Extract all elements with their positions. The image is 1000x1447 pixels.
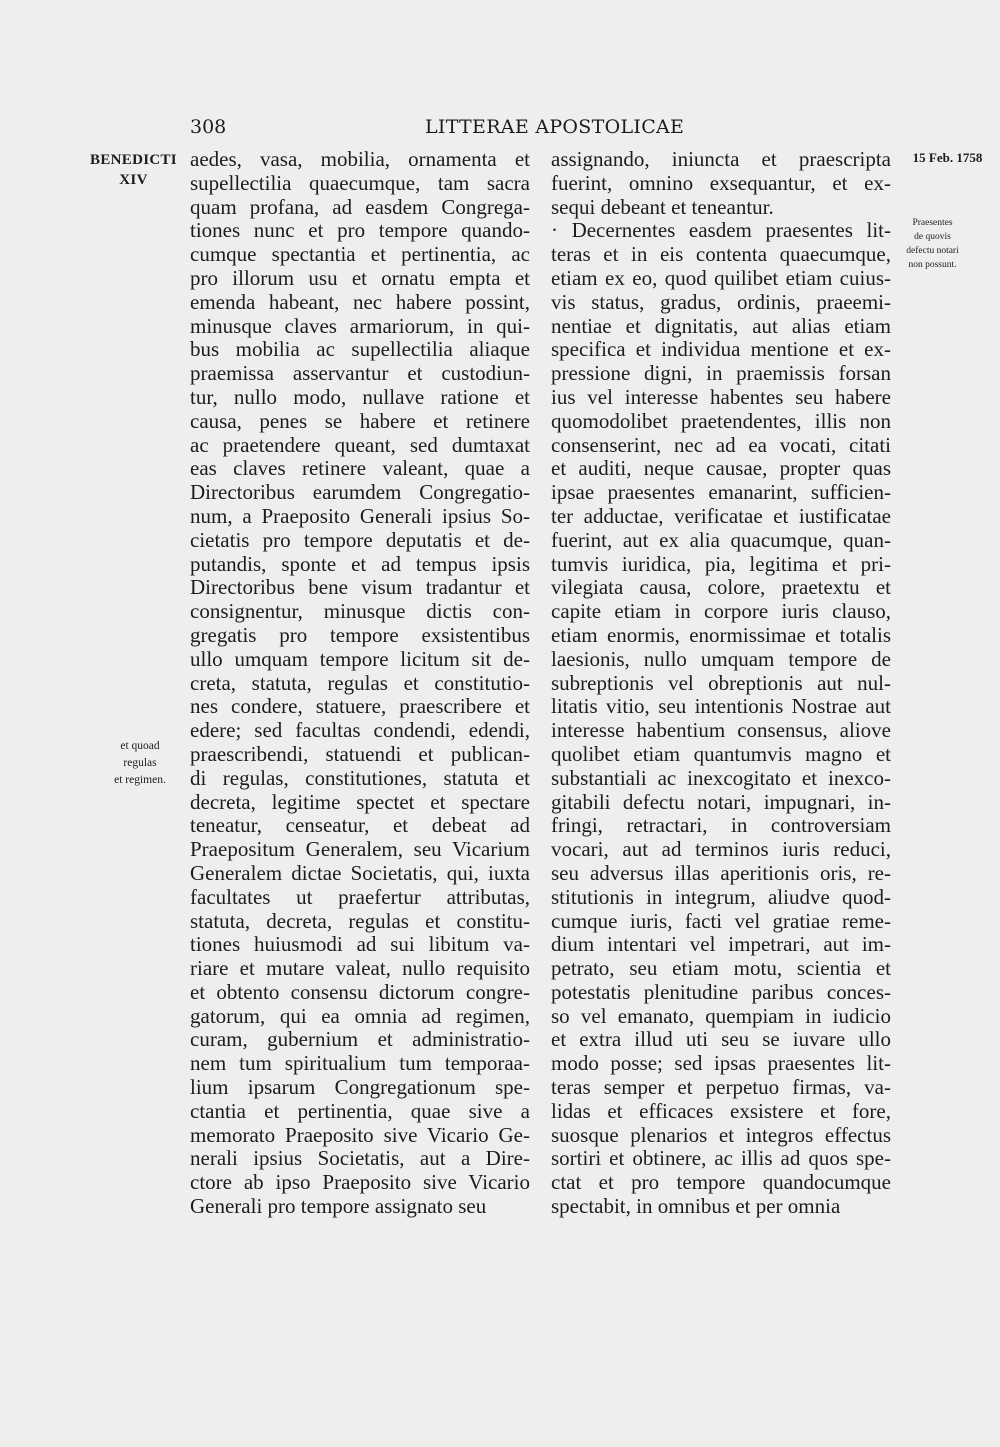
margin-note-line: et regimen. [114, 774, 166, 786]
text-line: laesionis, nullo umquam tempore de [551, 646, 891, 671]
text-line: ac praetendere queant, sed dumtaxat [190, 432, 530, 457]
page-number: 308 [190, 116, 227, 138]
text-line: lium ipsarum Congregationum spe- [190, 1075, 530, 1100]
text-line: sortiri et obtinere, ac illis ad quos spe- [551, 1146, 891, 1171]
text-line: gatorum, qui ea omnia ad regimen, [190, 1003, 530, 1028]
margin-note-right [895, 216, 970, 272]
text-line: Generali pro tempore assignato seu [190, 1194, 487, 1219]
text-line: riare et mutare valeat, nullo requisito [190, 956, 530, 981]
text-line: quomodolibet praetendentes, illis non [551, 408, 891, 433]
text-line: nerali ipsius Societatis, aut a Dire- [190, 1146, 530, 1171]
text-line: cumque iuris, facti vel gratiae reme- [551, 908, 891, 933]
text-line: ter adductae, verificatae et iustificatae [551, 503, 891, 528]
margin-author [76, 150, 191, 190]
text-line: teneatur, censeatur, et debeat ad [190, 813, 530, 838]
text-line: petrato, seu etiam motu, scientia et [551, 956, 891, 981]
text-line: so vel emanato, quempiam in iudicio [551, 1003, 891, 1028]
right-text-column [551, 148, 891, 1219]
text-line: et extra illud uti seu se iuvare ullo [551, 1027, 891, 1052]
text-line: tur, nullo modo, nullave ratione et [190, 384, 530, 409]
text-line: creta, statuta, regulas et constitutio- [190, 670, 530, 695]
text-line: consenserint, nec ad ea vocati, citati [551, 432, 891, 457]
text-line: di regulas, constitutiones, statuta et [190, 765, 530, 790]
text-line: fuerint, aut ex alia quacumque, quan- [551, 527, 891, 552]
text-line: spectabit, in omnibus et per omnia [551, 1194, 841, 1219]
margin-author-line: XIV [119, 172, 148, 188]
text-line: pro illorum usu et ornatu empta et [190, 265, 530, 290]
text-line: assignando, iniuncta et praescripta [551, 147, 891, 171]
text-line: tiones huiusmodi ad sui libitum va- [190, 932, 530, 957]
text-line: fuerint, omnino exsequantur, et ex- [551, 170, 891, 195]
text-line: Directoribus bene visum tradantur et [190, 575, 530, 600]
text-line: gregatis pro tempore exsistentibus [190, 622, 530, 647]
text-line: interesse habentium consensus, aliove [551, 718, 891, 743]
text-line: quolibet etiam quantumvis magno et [551, 741, 891, 766]
text-line: vilegiata causa, colore, praetextu et [551, 575, 891, 600]
text-line: nem tum spiritualium tum temporaa- [190, 1051, 530, 1076]
margin-note-line: non possunt. [908, 260, 957, 270]
text-line: consignentur, minusque dictis con- [190, 599, 530, 624]
text-line: ctore ab ipso Praeposito sive Vicario [190, 1170, 530, 1195]
text-line: substantiali ac inexcogitato et inexco- [551, 765, 891, 790]
text-line: vis status, gradus, ordinis, praeemi- [551, 289, 891, 314]
text-line: · Decernentes easdem praesentes lit- [551, 218, 891, 243]
text-line: stitutionis in integrum, aliudve quod- [551, 884, 891, 909]
text-line: et obtento consensu dictorum congre- [190, 979, 530, 1004]
text-line: bus mobilia ac supellectilia aliaque [190, 337, 530, 362]
text-line: ullo umquam tempore licitum sit de- [190, 646, 530, 671]
text-line: lidas et efficaces exsistere et fore, [551, 1098, 891, 1123]
text-line: aedes, vasa, mobilia, ornamenta et [190, 147, 530, 171]
page-header [0, 116, 1000, 144]
text-line: decreta, legitime spectet et spectare [190, 789, 530, 814]
text-line: teras et in eis contenta quaecumque, [551, 242, 891, 267]
margin-note-line: defectu notari [906, 246, 959, 256]
text-line: sequi debeant et teneantur. [551, 194, 774, 219]
text-line: subreptionis vel obreptionis aut nul- [551, 670, 891, 695]
text-line: nentiae et dignitatis, aut alias etiam [551, 313, 891, 338]
text-line: capite etiam in corpore iuris clauso, [551, 599, 891, 624]
margin-note-line: de quovis [914, 232, 951, 242]
text-line: ctantia et pertinentia, quae sive a [190, 1098, 530, 1123]
text-line: potestatis plenitudine paribus conces- [551, 979, 891, 1004]
text-line: curam, gubernium et administratio- [190, 1027, 530, 1052]
text-line: causa, penes se habere et retinere [190, 408, 530, 433]
text-line: vocari, aut ad terminos iuris reduci, [551, 837, 891, 862]
text-line: cumque spectantia et pertinentia, ac [190, 242, 530, 267]
text-line: num, a Praeposito Generali ipsius So- [190, 503, 530, 528]
text-line: emenda habeant, nec habere possint, [190, 289, 530, 314]
margin-date: 15 Feb. 1758 [912, 150, 983, 165]
text-line: pressione digni, in praemissis forsan [551, 361, 891, 386]
text-line: praemissa asservantur et custodiun- [190, 361, 530, 386]
text-line: dium intentari vel impetrari, aut im- [551, 932, 891, 957]
text-line: teras semper et perpetuo firmas, va- [551, 1075, 891, 1100]
text-line: Praepositum Generalem, seu Vicarium [190, 837, 530, 862]
text-line: supellectilia quaecumque, tam sacra [190, 170, 530, 195]
text-line: nes condere, statuere, praescribere et [190, 694, 530, 719]
margin-note-left [90, 738, 190, 789]
margin-note-line: et quoad [120, 740, 160, 752]
text-line: fringi, retractari, in controversiam [551, 813, 891, 838]
text-line: tiones nunc et pro tempore quando- [190, 218, 530, 243]
text-line: memorato Praeposito sive Vicario Ge- [190, 1122, 530, 1147]
text-line: putandis, sponte et ad tempus ipsis [190, 551, 530, 576]
margin-note-line: Praesentes [912, 218, 953, 228]
text-line: Directoribus earumdem Congregatio- [190, 480, 530, 505]
left-text-column [190, 148, 530, 1219]
text-line: ctat et pro tempore quandocumque [551, 1170, 891, 1195]
text-line: quam profana, ad easdem Congrega- [190, 194, 530, 219]
margin-note-line: regulas [123, 757, 157, 769]
text-line: tumvis iuridica, pia, legitima et pri- [551, 551, 891, 576]
text-line: litatis vitio, seu intentionis Nostrae aut [551, 694, 891, 719]
text-line: ipsae praesentes emanarint, sufficien- [551, 480, 891, 505]
text-line: eas claves retinere valeant, quae a [190, 456, 530, 481]
text-line: suosque plenarios et integros effectus [551, 1122, 891, 1147]
text-line: Generalem dictae Societatis, qui, iuxta [190, 860, 530, 885]
text-line: gitabili defectu notari, impugnari, in- [551, 789, 891, 814]
text-line: cietatis pro tempore deputatis et de- [190, 527, 530, 552]
text-line: etiam enormis, enormissimae et totalis [551, 622, 891, 647]
text-line: specifica et individua mentione et ex- [551, 337, 891, 362]
text-line: modo posse; sed ipsas praesentes lit- [551, 1051, 891, 1076]
running-title: LITTERAE APOSTOLICAE [425, 116, 685, 138]
text-line: ius vel interesse habentes seu habere [551, 384, 891, 409]
text-line: statuta, decreta, regulas et constitu- [190, 908, 530, 933]
margin-author-line: BENEDICTI [90, 152, 177, 168]
text-line: etiam ex eo, quod quilibet etiam cuius- [551, 265, 891, 290]
text-line: et auditi, neque causae, propter quas [551, 456, 891, 481]
text-line: minusque claves armariorum, in qui- [190, 313, 530, 338]
text-line: facultates ut praefertur attributas, [190, 884, 530, 909]
text-line: edere; sed facultas condendi, edendi, [190, 718, 530, 743]
text-line: praescribendi, statuendi et publican- [190, 741, 530, 766]
text-line: seu adversus illas aperitionis oris, re- [551, 860, 891, 885]
